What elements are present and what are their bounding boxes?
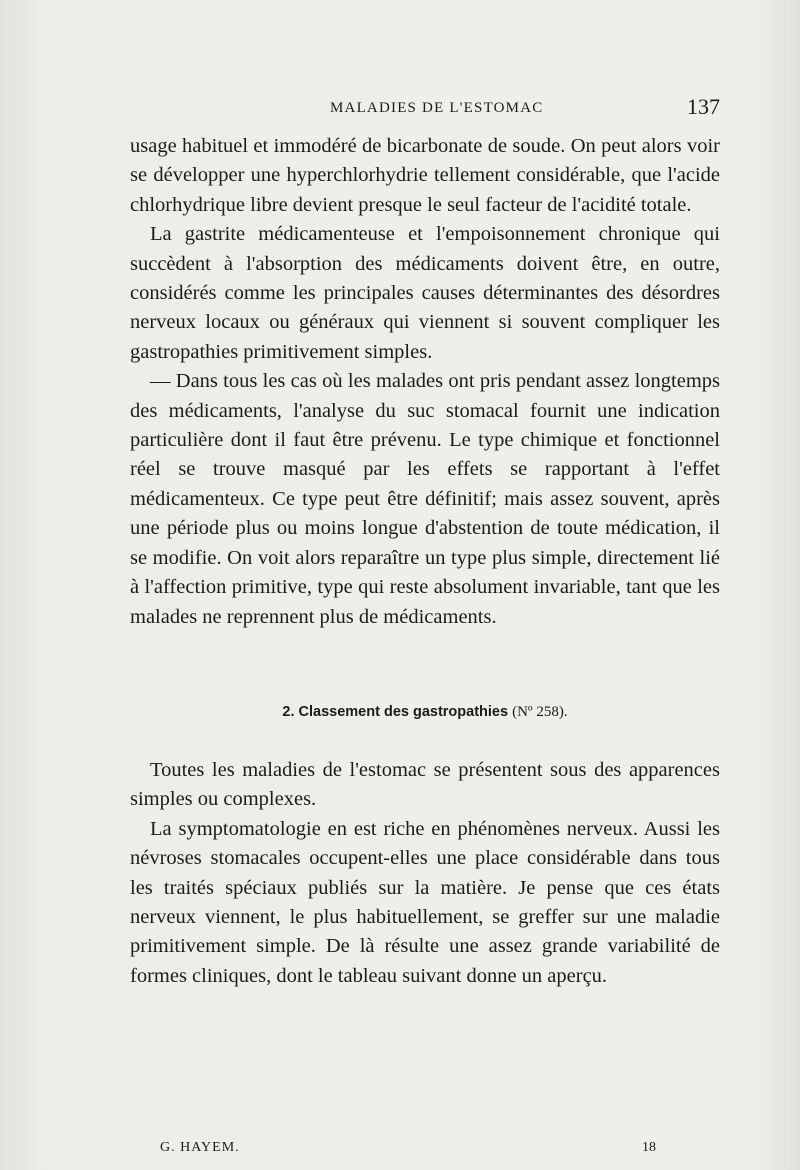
body-text (130, 132, 720, 632)
paragraph: Toutes les maladies de l'estomac se présentent sous des apparences simples ou complexes. (130, 759, 720, 811)
page-header (130, 94, 720, 124)
page-number: 137 (687, 94, 720, 119)
paragraph: La gastrite médicamenteuse et l'empoisonnement chronique qui succèdent à l'absorption des médicaments doivent être, en outre, considérés comme les principales causes déterminantes des désordres nerveux locaux ou généraux qui viennent si souvent compliquer les gastropathies primitivement simples. (130, 223, 720, 363)
author-signature: G. HAYEM. (160, 1140, 240, 1155)
body-text-section (130, 756, 720, 991)
running-title: MALADIES DE L'ESTOMAC (330, 100, 544, 116)
section-title: 2. Classement des gastropathies (282, 704, 509, 720)
sheet-number: 18 (642, 1140, 656, 1155)
paragraph: — Dans tous les cas où les malades ont pris pendant assez longtemps des médicaments, l'analyse du suc stomacal fournit une indication particulière dont il faut être prévenu. Le type chimique et fonctionnel réel se trouve masqué par les effets se rapportant à l'effet médicamenteux. Ce type peut être définitif; mais assez souvent, après une période plus ou moins longue d'abstention de toute médication, il se modifie. On voit alors reparaître un type plus simple, directement lié à l'affection primitive, type qui reste absolument invariable, tant que les malades ne reprennent plus de médicaments. (130, 370, 720, 628)
paragraph: La symptomatologie en est riche en phénomènes nerveux. Aussi les névroses stomacales occupent-elles une place considérable dans tous les traités spéciaux publiés sur la matière. Je pense que ces états nerveux viennent, le plus habituellement, se greffer sur une maladie primitivement simple. De là résulte une assez grande variabilité de formes cliniques, dont le tableau suivant donne un aperçu. (130, 817, 720, 987)
paragraph-continued: usage habituel et immodéré de bicarbonate de soude. On peut alors voir se développer une hyperchlorhydrie tellement considérable, que l'acide chlorhydrique libre devient presque le seul facteur de l'acidité totale. (130, 135, 720, 216)
section-reference: (Nº 258). (512, 704, 568, 720)
section-heading (130, 704, 720, 721)
